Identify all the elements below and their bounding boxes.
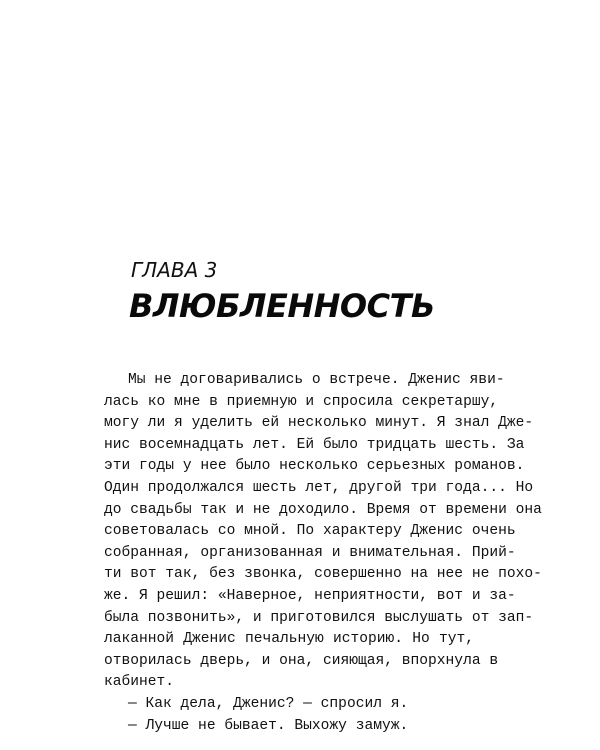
text-line: нис восемнадцать лет. Ей было тридцать шесть. За [104,436,525,453]
text-line: могу ли я уделить ей несколько минут. Я знал Дже- [104,415,534,432]
body-text [104,370,542,737]
chapter-label: ГЛАВА 3 [131,258,218,282]
text-line: лаканной Дженис печальную историю. Но тут, [104,631,474,648]
dialogue-line: — Лучше не бывает. Выхожу замуж. [128,717,409,734]
text-line: была позвонить», и приготовился выслушать от зап- [104,609,534,626]
text-line: кабинет. [104,674,175,691]
text-line: ти вот так, без звонка, совершенно на нее не похо- [104,566,542,583]
text-line: Мы не договаривались о встрече. Дженис яви- [128,372,505,388]
text-line: же. Я решил: «Наверное, неприятности, вот и за- [104,587,516,604]
text-line: эти годы у нее было несколько серьезных романов. [104,458,525,475]
text-line: советовалась со мной. По характеру Дженис очень [104,523,516,540]
dialogue-line: — Как дела, Дженис? — спросил я. [128,695,409,712]
chapter-title: ВЛЮБЛЕННОСТЬ [129,287,435,325]
text-line: Один продолжался шесть лет, другой три года... Но [104,479,534,496]
text-line: отворилась дверь, и она, сияющая, впорхнула в [104,652,499,669]
text-line: собранная, организованная и внимательная. Прий- [104,544,516,561]
text-line: лась ко мне в приемную и спросила секретаршу, [104,393,499,410]
text-line: до свадьбы так и не доходило. Время от времени она [104,501,542,518]
